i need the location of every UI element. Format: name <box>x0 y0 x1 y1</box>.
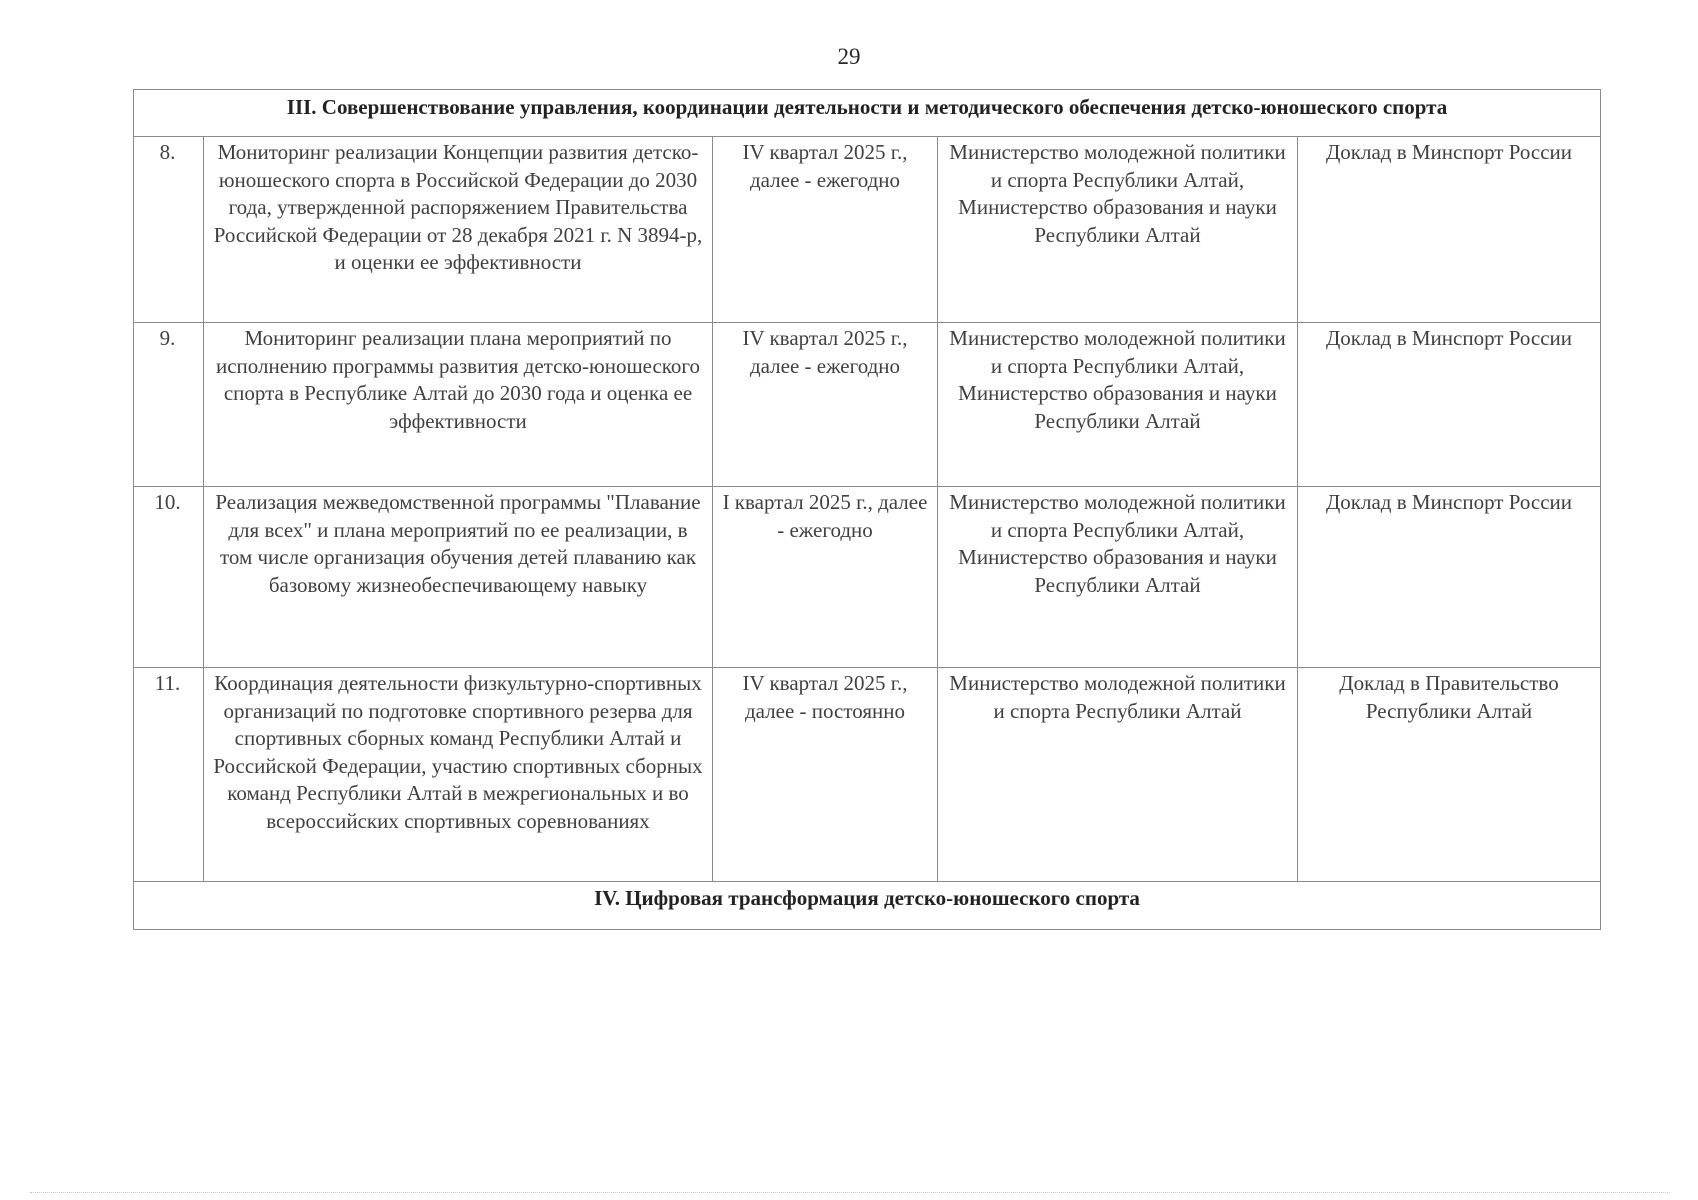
section-header-row <box>134 882 1601 930</box>
responsible-executor: Министерство молодежной политики и спорта Республики Алтай, Министерство образования и науки Республики Алтай <box>938 137 1298 323</box>
measures-table <box>133 89 1601 930</box>
event-description: Мониторинг реализации плана мероприятий по исполнению программы развития детско-юношеского спорта в Республике Алтай до 2030 года и оценка ее эффективности <box>204 323 713 487</box>
expected-result: Доклад в Минспорт России <box>1298 487 1601 668</box>
execution-term: IV квартал 2025 г., далее - ежегодно <box>713 323 938 487</box>
execution-term: I квартал 2025 г., далее - ежегодно <box>713 487 938 668</box>
event-description: Мониторинг реализации Концепции развития детско-юношеского спорта в Российской Федерации до 2030 года, утвержденной распоряжением Правительства Российской Федерации от 28 декабря 2021 г. N 3894-р, и оценки ее эффективности <box>204 137 713 323</box>
row-number: 10. <box>134 487 204 668</box>
execution-term: IV квартал 2025 г., далее - ежегодно <box>713 137 938 323</box>
table-row <box>134 137 1601 323</box>
event-description: Реализация межведомственной программы "Плавание для всех" и плана мероприятий по ее реализации, в том числе организация обучения детей плаванию как базовому жизнеобеспечивающему навыку <box>204 487 713 668</box>
section-header-row <box>134 90 1601 137</box>
responsible-executor: Министерство молодежной политики и спорта Республики Алтай, Министерство образования и науки Республики Алтай <box>938 487 1298 668</box>
expected-result: Доклад в Минспорт России <box>1298 323 1601 487</box>
table-row <box>134 487 1601 668</box>
responsible-executor: Министерство молодежной политики и спорта Республики Алтай <box>938 668 1298 882</box>
table-row <box>134 668 1601 882</box>
expected-result: Доклад в Правительство Республики Алтай <box>1298 668 1601 882</box>
execution-term: IV квартал 2025 г., далее - постоянно <box>713 668 938 882</box>
table-row <box>134 323 1601 487</box>
section-title: IV. Цифровая трансформация детско-юношеского спорта <box>134 882 1601 930</box>
row-number: 8. <box>134 137 204 323</box>
event-description: Координация деятельности физкультурно-спортивных организаций по подготовке спортивного резерва для спортивных сборных команд Республики Алтай и Российской Федерации, участию спортивных сборных команд Республики Алтай в межрегиональных и во всероссийских спортивных соревнованиях <box>204 668 713 882</box>
row-number: 11. <box>134 668 204 882</box>
expected-result: Доклад в Минспорт России <box>1298 137 1601 323</box>
page-number: 29 <box>837 44 861 69</box>
responsible-executor: Министерство молодежной политики и спорта Республики Алтай, Министерство образования и науки Республики Алтай <box>938 323 1298 487</box>
scan-edge-artifact <box>30 1192 1670 1194</box>
row-number: 9. <box>134 323 204 487</box>
section-title: III. Совершенствование управления, координации деятельности и методического обеспечения детско-юношеского спорта <box>134 90 1601 137</box>
